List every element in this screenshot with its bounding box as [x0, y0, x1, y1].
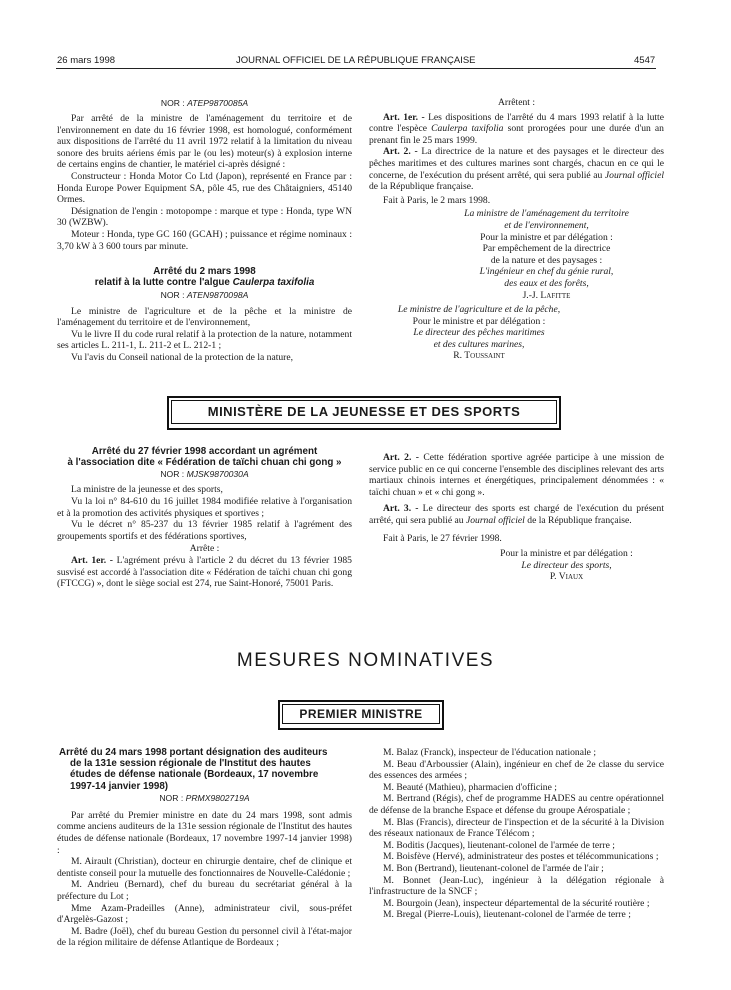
- nor-line: NOR : ATEN9870098A: [160, 289, 249, 300]
- header-rule: [56, 68, 656, 69]
- nor-line: NOR : PRMX9802719A: [159, 792, 250, 803]
- list-item: M. Blas (Francis), directeur de l'inspection et de la sécurité à la Division des réseaux nationaux de France Télécom ;: [369, 816, 664, 840]
- paragraph: Moteur : Honda, type GC 160 (GCAH) ; puissance et régime nominaux : 3,70 kW à 3 600 tours par minute.: [57, 228, 352, 252]
- article-1: Art. 1er. - L'agrément prévu à l'article 2 du décret du 13 février 1985 susvisé est accordé à l'association dite « Fédération de taïchi chuan chi gong (FTCCG) », dont le siège social est 274, rue Saint-Honoré, 75001 Paris.: [57, 554, 352, 590]
- paragraph: Constructeur : Honda Motor Co Ltd (Japon), représenté en France par : Honda Europe Power Equipment SA, pôle 45, rue des Châtaigniers, 45140 Ormes.: [57, 170, 352, 206]
- list-item: M. Bonnet (Jean-Luc), ingénieur à la délégation régionale à l'infrastructure de la SNCF ;: [369, 874, 664, 898]
- list-item: M. Airault (Christian), docteur en chirurgie dentaire, chef de clinique et dentiste conseil pour la mutuelle des fonctionnaires de Nouvelle-Calédonie ;: [57, 856, 352, 879]
- block1-right-column: [369, 97, 664, 362]
- paragraph: Par arrêté de la ministre de l'aménagement du territoire et de l'environnement en date du 16 février 1998, est homologué, conformément aux dispositions de l'arrêté du 11 avril 1972 relatif à la limitation du niveau sonore des bruits aériens émis par le (ou les) moteur(s) à explosion interne de certains engins de chantier, le matériel ci-après désigné :: [57, 113, 352, 171]
- nor-code: ATEP9870085A: [187, 98, 249, 108]
- nor-code: PRMX9802719A: [185, 792, 250, 803]
- block2-left-column: [57, 446, 352, 590]
- signatory-name: P. Viaux: [549, 571, 584, 583]
- paragraph: La ministre de la jeunesse et des sports,: [71, 484, 223, 496]
- block3-right-column: [369, 747, 664, 921]
- list-item: M. Bertrand (Régis), chef de programme HADES au centre opérationnel de défense de la branche Espace et défense du groupe Aérospatiale ;: [369, 793, 664, 816]
- nor-code: ATEN9870098A: [186, 289, 249, 300]
- paragraph: Le ministre de l'agriculture et de la pêche et la ministre de l'aménagement du territoire et de l'environnement,: [57, 305, 352, 329]
- list-item: M. Boisfève (Hervé), administrateur des postes et télécommunications ;: [383, 851, 659, 863]
- arrete-title: Arrêté du 24 mars 1998 portant désignation des auditeurs de la 131e session régionale de l'Institut des hautes études de défense nationale (Bordeaux, 17 novembre 1997-14 janvier 1998): [59, 747, 328, 792]
- mesures-nominatives-title: MESURES NOMINATIVES: [236, 650, 495, 671]
- block2-right-column: [369, 452, 664, 583]
- paragraph: Par arrêté du Premier ministre en date du 24 mars 1998, sont admis comme anciens auditeurs de la 131e session régionale de l'Institut des hautes études de défense nationale (Bordeaux, 17 novembre 1997-14 janvier 1998) :: [57, 809, 352, 856]
- premier-ministre-box: PREMIER MINISTRE: [278, 700, 444, 730]
- list-item: M. Badre (Joël), chef du bureau Gestion du personnel civil à l'état-major de la région militaire de défense Atlantique de Bordeaux ;: [57, 925, 352, 949]
- list-item: M. Bon (Bertrand), lieutenant-colonel de l'armée de l'air ;: [383, 862, 604, 874]
- arrete-title: Arrêté du 2 mars 1998 relatif à la lutte contre l'algue Caulerpa taxifolia: [94, 266, 315, 289]
- article-2: Art. 2. - La directrice de la nature et des paysages et le directeur des pêches maritimes et des cultures marines sont chargés, chacun en ce qui le concerne, de l'exécution du présent arrêté, qui sera publié au Journal officiel de la République française.: [369, 146, 664, 193]
- article-3: Art. 3. - Le directeur des sports est chargé de l'exécution du présent arrêté, qui sera publié au Journal officiel de la République française.: [369, 503, 665, 526]
- article-1: Art. 1er. - Les dispositions de l'arrêté du 4 mars 1993 relatif à la lutte contre l'espèce Caulerpa taxifolia sont prorogées pour une durée d'un an prenant fin le 25 mars 1999.: [369, 111, 664, 146]
- list-item: M. Beauté (Mathieu), pharmacien d'officine ;: [383, 781, 557, 793]
- arretent-line: Arrêtent :: [497, 97, 536, 108]
- signature-block-2: Le ministre de l'agriculture et de la pêche, Pour le ministre et par délégation : Le directeur des pêches maritimes et des cultures marines, R. Toussaint: [369, 304, 589, 362]
- signatory-name: J.-J. Lafitte: [522, 289, 571, 301]
- article-2: Art. 2. - Cette fédération sportive agréée participe à une mission de service public en ce qui concerne l'ensemble des disciplines relevant des arts martiaux chinois internes et énergétiques, principalement dénommées : « taïchi chuan » et « chi gong ».: [369, 452, 664, 498]
- block3-left-column: [57, 747, 352, 949]
- paragraph: Vu la loi n° 84-610 du 16 juillet 1984 modifiée relative à l'organisation et à la promotion des activités physiques et sportives ;: [57, 496, 352, 519]
- paragraph: Vu le livre II du code rural relatif à la protection de la nature, notamment ses articles L. 211-1, L. 211-2 et L. 212-1 ;: [57, 328, 352, 352]
- header-date: 26 mars 1998: [57, 55, 116, 66]
- list-item: M. Boditis (Jacques), lieutenant-colonel de l'armée de terre ;: [383, 839, 615, 851]
- list-item: M. Andrieu (Bernard), chef du bureau du secrétariat général à la préfecture du Lot ;: [57, 879, 352, 902]
- nor-line: NOR : ATEP9870085A: [160, 98, 249, 108]
- nor-line: NOR : MJSK9870030A: [160, 469, 249, 480]
- signatory-name: R. Toussaint: [453, 350, 505, 362]
- header-journal-title: JOURNAL OFFICIEL DE LA RÉPUBLIQUE FRANÇAISE: [236, 55, 476, 66]
- list-item: M. Bregal (Pierre-Louis), lieutenant-colonel de l'armée de terre ;: [383, 909, 631, 921]
- paragraph: Vu l'avis du Conseil national de la protection de la nature,: [71, 351, 294, 363]
- arrete-title: Arrêté du 27 février 1998 accordant un agrément à l'association dite « Fédération de taïchi chuan chi gong »: [67, 446, 342, 469]
- header-page-number: 4547: [634, 55, 656, 66]
- arrete-line: Arrête :: [189, 543, 220, 555]
- list-item: M. Bourgoin (Jean), inspecteur départemental de la sécurité routière ;: [383, 897, 650, 909]
- nor-code: MJSK9870030A: [186, 469, 249, 480]
- signature-block: Pour la ministre et par délégation : Le directeur des sports, P. Viaux: [369, 548, 664, 583]
- fait-a-paris: Fait à Paris, le 2 mars 1998.: [383, 194, 491, 206]
- block1-left-column: [57, 97, 352, 364]
- list-item: M. Beau d'Arboussier (Alain), ingénieur en chef de 2e classe du service des essences des armées ;: [369, 758, 664, 782]
- paragraph: Vu le décret n° 85-237 du 13 février 1985 relatif à l'agrément des groupements sportifs et des fédérations sportives,: [57, 519, 352, 542]
- signature-block-1: La ministre de l'aménagement du territoire et de l'environnement, Pour la ministre et par délégation : Par empêchement de la directrice de la nature et des paysages : L'ingénieur en chef du génie rural, des eaux et des forêts, J.-J. Lafitte: [369, 208, 664, 301]
- list-item: M. Balaz (Franck), inspecteur de l'éducation nationale ;: [383, 747, 596, 758]
- paragraph: Désignation de l'engin : motopompe : marque et type : Honda, type WN 30 (WZBW).: [57, 205, 352, 229]
- list-item: Mme Azam-Pradeilles (Anne), administrateur civil, sous-préfet d'Argelès-Gazost ;: [57, 902, 352, 926]
- fait-a-paris: Fait à Paris, le 27 février 1998.: [383, 532, 502, 544]
- section-title-box: MINISTÈRE DE LA JEUNESSE ET DES SPORTS: [167, 396, 561, 430]
